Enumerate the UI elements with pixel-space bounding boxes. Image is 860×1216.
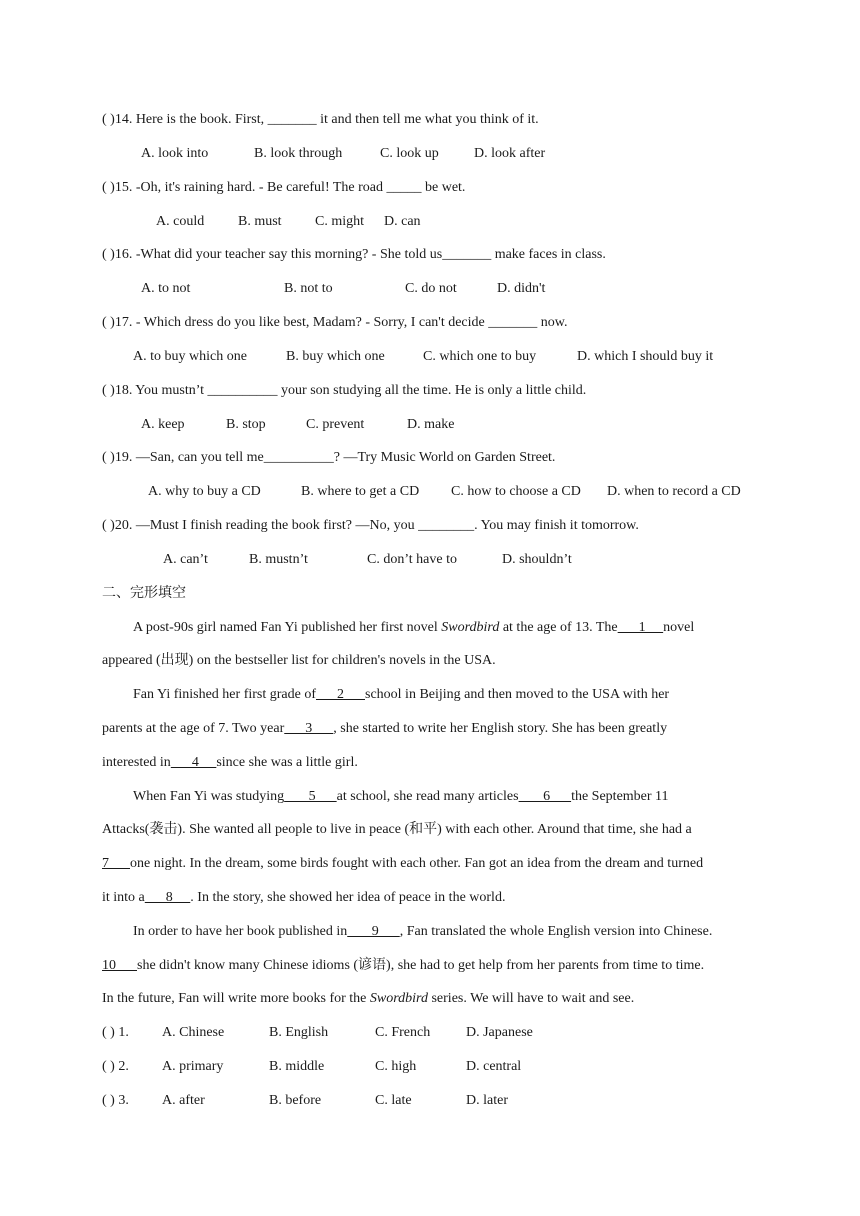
passage-line-2: Fan Yi finished her first grade of 2 school in Beijing and then moved to the USA with her: [133, 687, 670, 702]
blank-6: 6: [518, 789, 572, 804]
question-15-stem: ( )15. -Oh, it's raining hard. - Be careful! The road _____ be wet.: [102, 180, 466, 195]
question-20-option-c: C. don’t have to: [367, 552, 457, 567]
question-19-option-a: A. why to buy a CD: [148, 484, 261, 499]
cloze-2-option-b: B. middle: [269, 1059, 325, 1074]
question-19-option-b: B. where to get a CD: [301, 484, 420, 499]
passage-line: In the future, Fan will write more books for the Swordbird series. We will have to wait and see.: [102, 991, 635, 1006]
question-18-stem: ( )18. You mustn’t __________ your son studying all the time. He is only a little child.: [102, 383, 587, 398]
question-14-option-d: D. look after: [474, 146, 546, 161]
section-title: 二、完形填空: [102, 586, 186, 601]
cloze-1-number: ( ) 1.: [102, 1025, 129, 1040]
blank-5: 5: [284, 789, 337, 804]
blank-7: 7: [102, 856, 130, 871]
question-19-stem: ( )19. —San, can you tell me__________? —Try Music World on Garden Street.: [102, 450, 556, 465]
passage-line: interested in 4 since she was a little girl.: [102, 755, 358, 770]
cloze-3-option-d: D. later: [466, 1093, 508, 1108]
question-15-option-d: D. can: [384, 214, 421, 229]
blank-4: 4: [170, 755, 217, 770]
blank-9: 9: [347, 924, 400, 939]
question-18-option-c: C. prevent: [306, 417, 365, 432]
passage-line: it into a 8 . In the story, she showed her idea of peace in the world.: [102, 890, 506, 905]
question-18-option-d: D. make: [407, 417, 455, 432]
passage-line: 10 she didn't know many Chinese idioms (谚语), she had to get help from her parents from time to time.: [102, 958, 705, 973]
passage-line: A post-90s girl named Fan Yi published her first novel Swordbird at the age of 13. The 1 novel: [133, 620, 695, 635]
question-17-option-a: A. to buy which one: [133, 349, 247, 364]
cloze-2-option-c: C. high: [375, 1059, 417, 1074]
book-title: Swordbird: [369, 991, 428, 1006]
blank-8: 8: [144, 890, 191, 905]
blank-1: 1: [617, 620, 664, 635]
question-15-option-a: A. could: [156, 214, 205, 229]
passage-line: parents at the age of 7. Two year 3 , she started to write her English story. She has been greatly: [102, 721, 668, 736]
question-16-option-c: C. do not: [405, 281, 457, 296]
question-17-stem: ( )17. - Which dress do you like best, Madam? - Sorry, I can't decide _______ now.: [102, 315, 568, 330]
question-14-stem: ( )14. Here is the book. First, _______ it and then tell me what you think of it.: [102, 112, 539, 127]
cloze-3-option-c: C. late: [375, 1093, 412, 1108]
question-17-option-c: C. which one to buy: [423, 349, 537, 364]
cloze-2-option-d: D. central: [466, 1059, 522, 1074]
question-16-option-b: B. not to: [284, 281, 333, 296]
passage-line: appeared (出现) on the bestseller list for children's novels in the USA.: [102, 653, 496, 668]
cloze-3-option-b: B. before: [269, 1093, 322, 1108]
passage-line: In order to have her book published in 9 , Fan translated the whole English version into Chinese.: [133, 924, 713, 939]
cloze-2-number: ( ) 2.: [102, 1059, 129, 1074]
blank-3: 3: [284, 721, 334, 736]
question-14-option-b: B. look through: [254, 146, 343, 161]
question-16-option-d: D. didn't: [497, 281, 546, 296]
question-19-option-c: C. how to choose a CD: [451, 484, 581, 499]
cloze-1-option-d: D. Japanese: [466, 1025, 533, 1040]
question-14-option-c: C. look up: [380, 146, 439, 161]
blank-10: 10: [102, 958, 137, 973]
cloze-1-option-b: B. English: [269, 1025, 329, 1040]
book-title: Swordbird: [441, 620, 500, 635]
question-14-option-a: A. look into: [141, 146, 209, 161]
question-19-option-d: D. when to record a CD: [607, 484, 741, 499]
question-16-option-a: A. to not: [141, 281, 191, 296]
passage-line: Attacks(袭击). She wanted all people to live in peace (和平) with each other. Around that time, she had a: [102, 822, 692, 837]
question-20-option-d: D. shouldn’t: [502, 552, 572, 567]
passage-line: 7 one night. In the dream, some birds fought with each other. Fan got an idea from the dream and turned: [102, 856, 704, 871]
question-20-option-a: A. can’t: [163, 552, 208, 567]
cloze-1-option-c: C. French: [375, 1025, 431, 1040]
cloze-3-option-a: A. after: [162, 1093, 205, 1108]
question-18-option-a: A. keep: [141, 417, 185, 432]
question-16-stem: ( )16. -What did your teacher say this morning? - She told us_______ make faces in class.: [102, 247, 606, 262]
question-17-option-d: D. which I should buy it: [577, 349, 714, 364]
question-15-option-b: B. must: [238, 214, 282, 229]
question-17-option-b: B. buy which one: [286, 349, 385, 364]
question-20-stem: ( )20. —Must I finish reading the book first? —No, you ________. You may finish it tomorrow.: [102, 518, 639, 533]
question-20-option-b: B. mustn’t: [249, 552, 308, 567]
question-15-option-c: C. might: [315, 214, 365, 229]
cloze-2-option-a: A. primary: [162, 1059, 224, 1074]
cloze-1-option-a: A. Chinese: [162, 1025, 225, 1040]
question-18-option-b: B. stop: [226, 417, 266, 432]
passage-line: When Fan Yi was studying 5 at school, she read many articles 6 the September 11: [133, 789, 669, 804]
blank-2: 2: [316, 687, 365, 702]
cloze-3-number: ( ) 3.: [102, 1093, 129, 1108]
